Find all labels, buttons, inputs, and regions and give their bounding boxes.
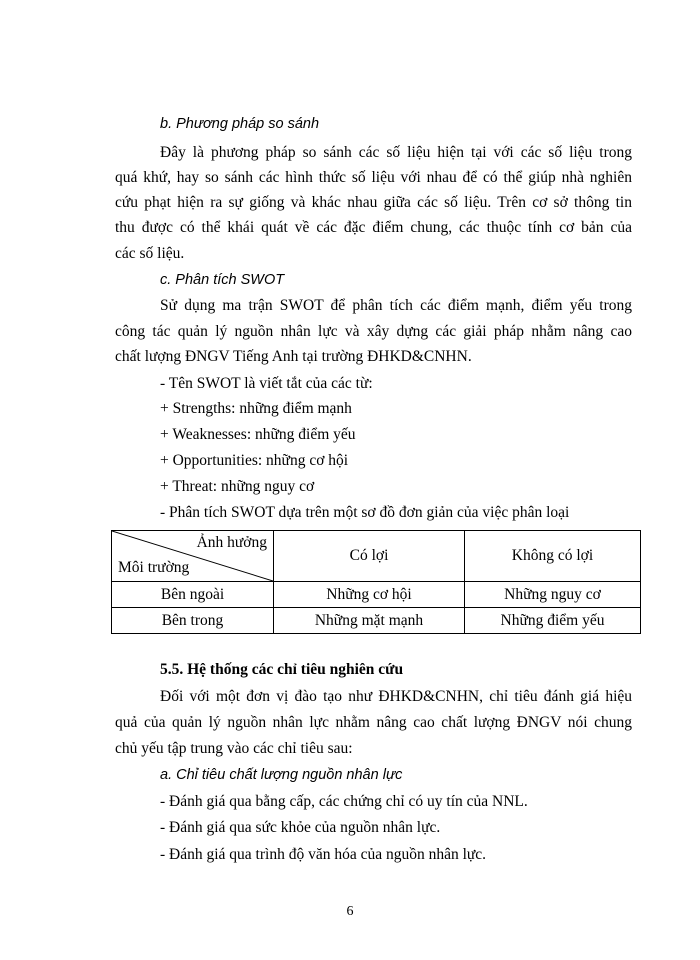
para-5-5-line-3: chủ yếu tập trung vào các chỉ tiêu sau: [115, 740, 353, 757]
para-c-line-1: Sử dụng ma trận SWOT để phân tích các điểm mạnh, điểm yếu trong [160, 297, 632, 314]
page-number: 6 [346, 904, 354, 919]
criteria-item-1: - Đánh giá qua bằng cấp, các chứng chỉ có uy tín của NNL. [160, 793, 528, 810]
para-b-line-3: cứu phạt hiện ra sự giống và khác nhau giữa các số liệu. Trên cơ sở thông tin [115, 194, 632, 211]
swot-list-item-6: - Phân tích SWOT dựa trên một sơ đồ đơn giản của việc phân loại [160, 504, 570, 521]
heading-5-5: 5.5. Hệ thống các chỉ tiêu nghiên cứu [160, 661, 404, 678]
heading-a: a. Chỉ tiêu chất lượng nguồn nhân lực [160, 767, 403, 783]
para-b-line-2: quá khứ, hay so sánh các hình thức số liệu với nhau để có thể giúp nhà nghiên [115, 169, 632, 186]
header-influence: Ảnh hưởng [196, 534, 267, 551]
para-b-line-4: thu được có thể khái quát về các đặc điểm chung, các thuộc tính cơ bản của [115, 219, 632, 236]
cell-weaknesses: Những điểm yếu [465, 608, 641, 634]
swot-table [111, 530, 641, 634]
swot-table-diagonal-header [112, 531, 274, 582]
table-row [112, 608, 641, 634]
swot-list-item-3: + Weaknesses: những điểm yếu [160, 426, 356, 443]
criteria-item-2: - Đánh giá qua sức khỏe của nguồn nhân lực. [160, 819, 441, 836]
header-environment: Môi trường [118, 559, 190, 576]
cell-threats: Những nguy cơ [465, 582, 641, 608]
para-c-line-2: công tác quản lý nguồn nhân lực và xây dựng các giải pháp nhằm nâng cao [115, 323, 632, 340]
criteria-item-3: - Đánh giá qua trình độ văn hóa của nguồn nhân lực. [160, 846, 487, 863]
row-label-external: Bên ngoài [112, 582, 274, 608]
para-b-line-1: Đây là phương pháp so sánh các số liệu hiện tại với các số liệu trong [160, 144, 632, 161]
header-favorable: Có lợi [274, 531, 465, 582]
header-unfavorable: Không có lợi [465, 531, 641, 582]
table-row [112, 582, 641, 608]
row-label-internal: Bên trong [112, 608, 274, 634]
para-5-5-line-1: Đối với một đơn vị đào tạo như ĐHKD&CNHN, chỉ tiêu đánh giá hiệu [160, 688, 632, 705]
para-c-line-3: chất lượng ĐNGV Tiếng Anh tại trường ĐHKD&CNHN. [115, 348, 472, 365]
heading-c: c. Phân tích SWOT [160, 272, 285, 288]
cell-opportunities: Những cơ hội [274, 582, 465, 608]
swot-list-item-1: - Tên SWOT là viết tắt của các từ: [160, 375, 373, 392]
cell-strengths: Những mặt mạnh [274, 608, 465, 634]
para-5-5-line-2: quả của quản lý nguồn nhân lực nhằm nâng cao chất lượng ĐNGV nói chung [115, 714, 632, 731]
swot-list-item-2: + Strengths: những điểm mạnh [160, 400, 352, 417]
para-b-line-5: các số liệu. [115, 245, 185, 262]
heading-b: b. Phương pháp so sánh [160, 116, 320, 132]
swot-list-item-4: + Opportunities: những cơ hội [160, 452, 349, 469]
swot-list-item-5: + Threat: những nguy cơ [160, 478, 315, 495]
